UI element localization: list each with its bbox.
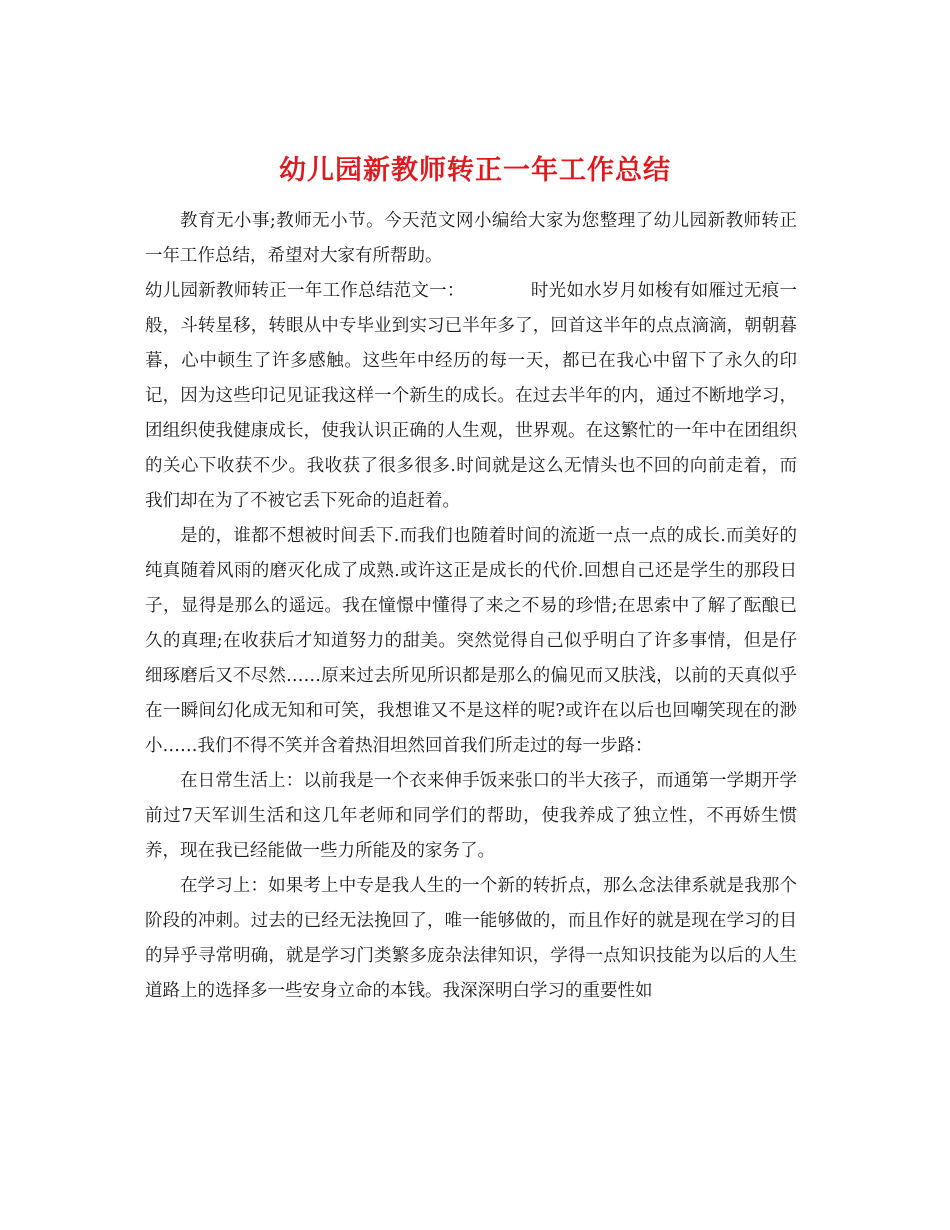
body-paragraph-study: 在学习上：如果考上中专是我人生的一个新的转折点，那么念法律系就是我那个阶段的冲刺。过去的已经无法挽回了，唯一能够做的，而且作好的就是现在学习的目的异乎寻常明确，就是学习门类繁多庞杂法律知识，学得一点知识技能为以后的人生道路上的选择多一些安身立命的本钱。我深深明白学习的重要性如 — [145, 876, 797, 1001]
document-title: 幼儿园新教师转正一年工作总结 — [279, 155, 671, 187]
sample-first-text: 时光如水岁月如梭有如雁过无痕一般，斗转星移，转眼从中专毕业到实习已半年多了，回首这半年的点点滴滴，朝朝暮暮，心中顿生了许多感触。这些年中经历的每一天，都已在我心中留下了永久的印记，因为这些印记见证我这样一个新生的成长。在过去半年的内，通过不断地学习，团组织使我健康成长，使我认识正确的人生观，世界观。在这繁忙的一年中在团组织的关心下收获不少。我收获了很多很多.时间就是这么无情头也不回的向前走着，而我们却在为了不被它丢下死命的追赶着。 — [145, 281, 798, 511]
document-body — [145, 204, 797, 1009]
body-paragraph-growth: 是的，谁都不想被时间丢下.而我们也随着时间的流逝一点一点的成长.而美好的纯真随着风雨的磨灭化成了成熟.或许这正是成长的代价.回想自己还是学生的那段日子，显得是那么的遥远。我在憧憬中懂得了来之不易的珍惜;在思索中了解了酝酿已久的真理;在收获后才知道努力的甜美。突然觉得自己似乎明白了许多事情，但是仔细琢磨后又不尽然……原来过去所见所识都是那么的偏见而又肤浅，以前的天真似乎在一瞬间幻化成无知和可笑，我想谁又不是这样的呢?或许在以后也回嘲笑现在的渺小……我们不得不笑并含着热泪坦然回首我们所走过的每一步路： — [145, 526, 797, 756]
body-paragraph-daily-life: 在日常生活上：以前我是一个衣来伸手饭来张口的半大孩子，而通第一学期开学前过7天军训生活和这几年老师和同学们的帮助，使我养成了独立性，不再娇生惯养，现在我已经能做一些力所能及的家务了。 — [145, 771, 797, 861]
sample-paragraph — [145, 274, 797, 519]
intro-paragraph: 教育无小事;教师无小节。今天范文网小编给大家为您整理了幼儿园新教师转正一年工作总结，希望对大家有所帮助。 — [145, 211, 797, 266]
sample-heading: 幼儿园新教师转正一年工作总结范文一： — [145, 281, 465, 301]
